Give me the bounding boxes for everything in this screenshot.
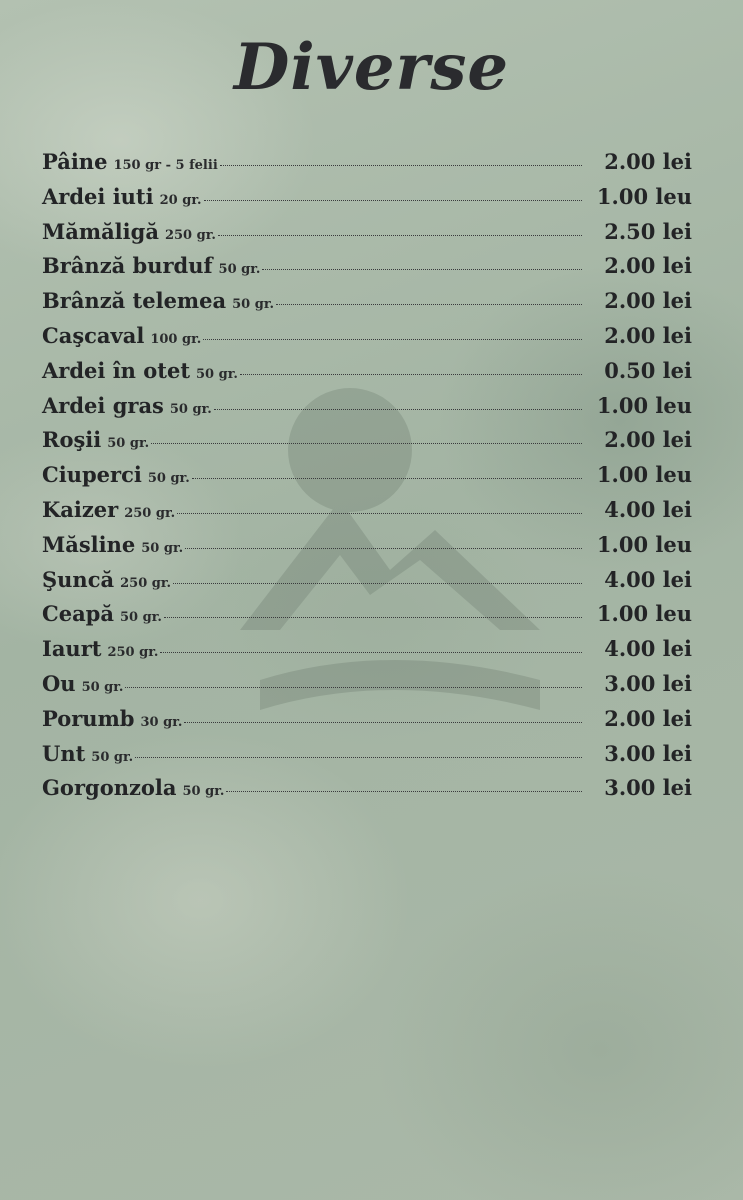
item-name: Ardei gras	[42, 392, 164, 418]
dot-leader	[125, 687, 582, 688]
item-price: 2.00 lei	[604, 288, 692, 314]
item-quantity: 50 gr.	[147, 471, 190, 487]
dot-leader	[185, 548, 582, 549]
item-quantity: 100 gr.	[150, 331, 202, 347]
menu-item	[42, 601, 692, 636]
item-name: Măsline	[42, 531, 136, 557]
item-quantity: 20 gr.	[159, 192, 202, 208]
menu-item	[42, 671, 692, 706]
dot-leader	[226, 791, 582, 792]
item-quantity: 50 gr.	[107, 436, 150, 452]
menu-item	[42, 497, 692, 532]
item-price: 3.00 lei	[604, 775, 692, 801]
item-quantity: 30 gr.	[140, 714, 183, 730]
item-quantity: 50 gr.	[218, 262, 261, 278]
item-price: 0.50 lei	[604, 357, 692, 383]
menu-list	[42, 149, 692, 810]
item-price: 4.00 lei	[604, 636, 692, 662]
item-name: Unt	[42, 740, 86, 766]
item-price: 2.00 lei	[604, 705, 692, 731]
dot-leader	[240, 374, 582, 375]
menu-item	[42, 323, 692, 358]
item-price: 1.00 leu	[596, 531, 692, 557]
item-quantity: 50 gr.	[81, 679, 124, 695]
menu-item	[42, 427, 692, 462]
item-price: 1.00 leu	[596, 601, 692, 627]
dot-leader	[177, 513, 582, 514]
dot-leader	[173, 583, 582, 584]
dot-leader	[203, 339, 582, 340]
item-price: 3.00 lei	[604, 740, 692, 766]
item-name: Kaizer	[42, 496, 119, 522]
menu-item	[42, 219, 692, 254]
menu-item	[42, 184, 692, 219]
item-name: Porumb	[42, 705, 135, 731]
item-price: 4.00 lei	[604, 566, 692, 592]
item-name: Şuncă	[42, 566, 115, 592]
item-price: 2.00 lei	[604, 322, 692, 348]
menu-item	[42, 149, 692, 184]
item-price: 1.00 leu	[596, 462, 692, 488]
menu-item	[42, 358, 692, 393]
item-quantity: 50 gr.	[119, 610, 162, 626]
dot-leader	[160, 652, 582, 653]
menu-item	[42, 393, 692, 428]
item-price: 2.00 lei	[604, 427, 692, 453]
item-name: Ceapă	[42, 601, 114, 627]
item-price: 1.00 leu	[596, 392, 692, 418]
item-name: Ou	[42, 670, 76, 696]
item-name: Brânză telemea	[42, 288, 227, 314]
item-price: 1.00 leu	[596, 183, 692, 209]
item-quantity: 250 gr.	[164, 227, 216, 243]
item-name: Caşcaval	[42, 322, 145, 348]
dot-leader	[151, 443, 582, 444]
dot-leader	[164, 617, 582, 618]
item-quantity: 50 gr.	[169, 401, 212, 417]
menu-item	[42, 253, 692, 288]
item-name: Iaurt	[42, 636, 102, 662]
menu-item	[42, 462, 692, 497]
dot-leader	[192, 478, 582, 479]
item-quantity: 50 gr.	[196, 366, 238, 382]
item-price: 2.00 lei	[604, 149, 692, 174]
dot-leader	[214, 409, 582, 410]
item-name: Mămăligă	[42, 218, 159, 244]
item-name: Gorgonzola	[42, 775, 177, 801]
item-name: Ardei în otet	[42, 357, 191, 383]
item-name: Brânză burduf	[42, 253, 213, 279]
dot-leader	[135, 757, 582, 758]
item-price: 2.50 lei	[604, 218, 692, 244]
dot-leader	[184, 722, 582, 723]
item-quantity: 150 gr - 5 felii	[113, 158, 218, 173]
menu-item	[42, 775, 692, 810]
dot-leader	[276, 304, 582, 305]
item-quantity: 50 gr.	[182, 784, 225, 800]
item-quantity: 50 gr.	[91, 749, 134, 765]
item-quantity: 50 gr.	[232, 297, 275, 313]
item-price: 4.00 lei	[604, 496, 692, 522]
dot-leader	[218, 235, 582, 236]
dot-leader	[262, 269, 582, 270]
dot-leader	[220, 165, 582, 166]
item-quantity: 250 gr.	[107, 645, 159, 661]
menu-item	[42, 567, 692, 602]
item-quantity: 50 gr.	[141, 540, 184, 556]
item-price: 2.00 lei	[604, 253, 692, 279]
item-name: Roşii	[42, 427, 102, 453]
item-quantity: 250 gr.	[120, 575, 172, 591]
menu-item	[42, 288, 692, 323]
item-name: Ardei iuti	[42, 183, 154, 209]
item-name: Ciuperci	[42, 462, 142, 488]
menu-item	[42, 532, 692, 567]
item-quantity: 250 gr.	[124, 505, 176, 521]
page-title: Diverse	[233, 30, 510, 105]
menu-item	[42, 636, 692, 671]
menu-item	[42, 706, 692, 741]
item-name: Pâine	[42, 149, 108, 174]
item-price: 3.00 lei	[604, 670, 692, 696]
menu-item	[42, 741, 692, 776]
dot-leader	[204, 200, 582, 201]
